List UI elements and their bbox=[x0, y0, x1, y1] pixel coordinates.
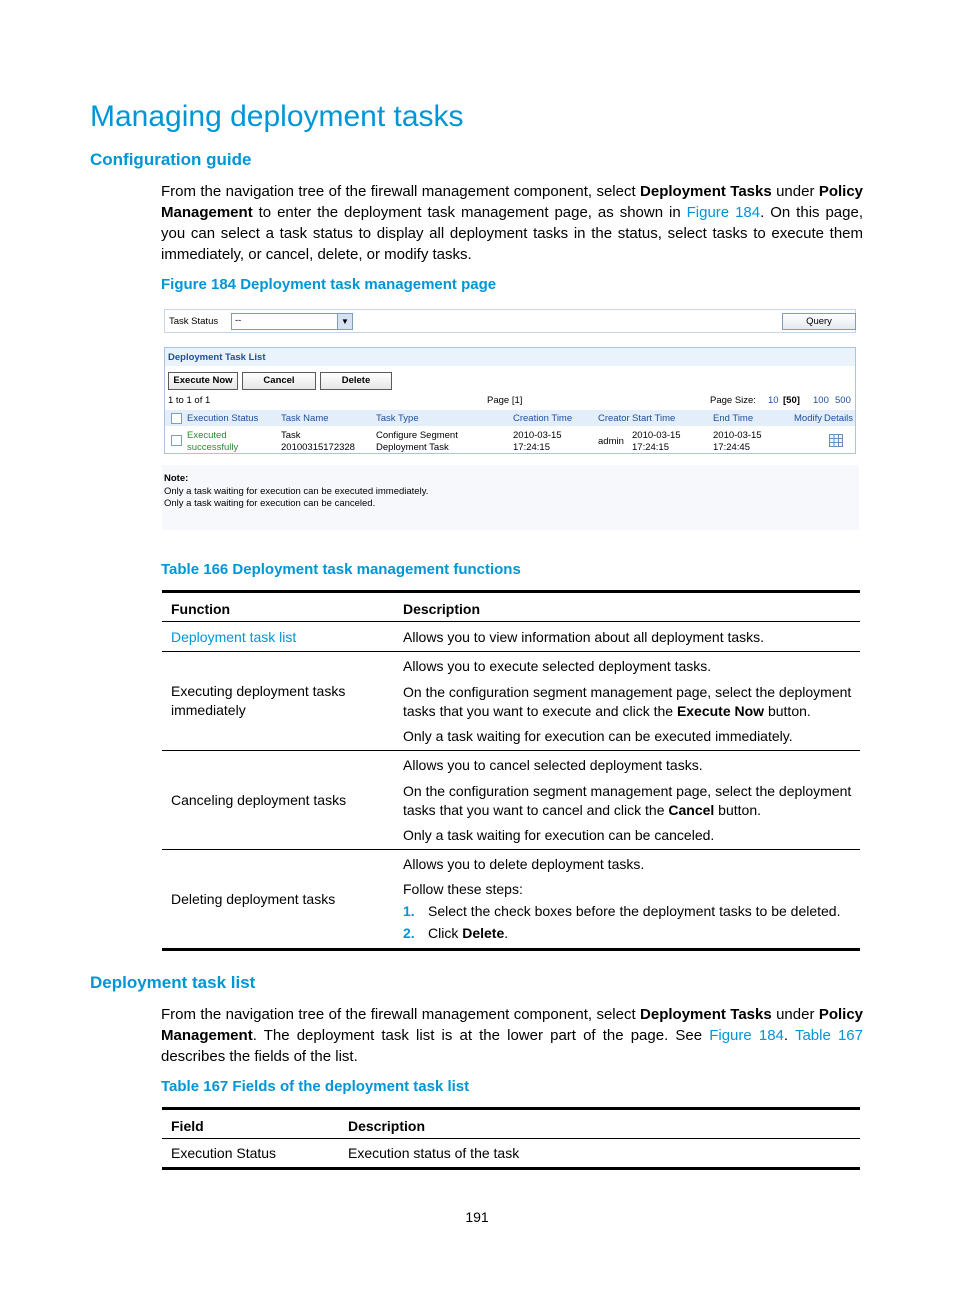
creator-value: admin bbox=[598, 436, 624, 447]
task-status-select[interactable]: -- ▼ bbox=[231, 313, 353, 330]
deployment-task-figure bbox=[162, 305, 859, 530]
col-creator[interactable]: Creator bbox=[598, 413, 630, 424]
deployment-task-list-link[interactable]: Deployment task list bbox=[171, 628, 297, 645]
page-size-10[interactable]: 10 bbox=[768, 395, 779, 406]
col-details: Details bbox=[824, 413, 854, 424]
task-name-line-1: Task bbox=[281, 430, 301, 441]
page-size-100[interactable]: 100 bbox=[813, 395, 829, 406]
col-start-time[interactable]: Start Time bbox=[632, 413, 676, 424]
col-end-time[interactable]: End Time bbox=[713, 413, 754, 424]
section-heading-deployment-task-list: Deployment task list bbox=[90, 973, 256, 992]
table-cell: Allows you to cancel selected deployment tasks. On the configuration segment management page, select the deployment tasks that you want to cancel and click the Cancel button. Only a task waiting for execution can be canceled. bbox=[394, 751, 860, 850]
grid-header bbox=[165, 410, 855, 426]
deployment-task-list-panel bbox=[164, 347, 856, 454]
page-title: Managing deployment tasks bbox=[90, 100, 464, 133]
cancel-button[interactable]: Cancel bbox=[242, 372, 316, 390]
panel-header: Deployment Task List bbox=[165, 348, 855, 366]
col-task-name[interactable]: Task Name bbox=[281, 413, 329, 424]
execute-now-button[interactable]: Execute Now bbox=[168, 372, 238, 390]
table-cell: Execution status of the task bbox=[339, 1139, 860, 1169]
end-date: 2010-03-15 bbox=[713, 430, 762, 441]
section-heading-configuration-guide: Configuration guide bbox=[90, 150, 252, 169]
col-modify: Modify bbox=[794, 413, 822, 424]
col-execution-status[interactable]: Execution Status bbox=[187, 413, 259, 424]
figure-note bbox=[162, 465, 859, 530]
table-167-header-description: Description bbox=[339, 1109, 860, 1139]
query-button[interactable]: Query bbox=[782, 313, 856, 330]
page-size-50[interactable]: [50] bbox=[783, 395, 800, 406]
figure-caption: Figure 184 Deployment task management page bbox=[161, 276, 497, 293]
creation-time: 17:24:15 bbox=[513, 442, 550, 453]
note-line-1: Only a task waiting for execution can be executed immediately. bbox=[164, 486, 429, 497]
table-166-caption: Table 166 Deployment task management functions bbox=[161, 561, 521, 578]
task-type-line-1: Configure Segment bbox=[376, 430, 458, 441]
figure-184-link[interactable]: Figure 184 bbox=[709, 1027, 784, 1044]
task-name-line-2: 20100315172328 bbox=[281, 442, 355, 453]
status-line-1: Executed bbox=[187, 430, 227, 441]
table-row bbox=[162, 850, 860, 950]
task-type-line-2: Deployment Task bbox=[376, 442, 449, 453]
row-checkbox[interactable] bbox=[171, 435, 182, 446]
record-range: 1 to 1 of 1 bbox=[168, 395, 211, 406]
table-cell: Allows you to delete deployment tasks. Follow these steps: 1. Select the check boxes before the deployment tasks to be deleted. 2. Click Delete. bbox=[394, 850, 860, 950]
config-guide-paragraph: From the navigation tree of the firewall management component, select Deployment Tasks under Policy Management to enter the deployment task management page, as shown in Figure 184. On this page, you can select a task status to display all deployment tasks in the status, select tasks to execute them immediately, or cancel, delete, or modify tasks. bbox=[161, 183, 864, 263]
creation-date: 2010-03-15 bbox=[513, 430, 562, 441]
select-all-checkbox[interactable] bbox=[171, 413, 182, 424]
table-167-header-field: Field bbox=[162, 1109, 339, 1139]
table-167-caption: Table 167 Fields of the deployment task list bbox=[161, 1078, 470, 1095]
table-cell: Allows you to execute selected deployment tasks. On the configuration segment management page, select the deployment tasks that you want to execute and click the Execute Now button. Only a task waiting for execution can be executed immediately. bbox=[394, 652, 860, 751]
page-number: 191 bbox=[465, 1209, 489, 1225]
table-167-link[interactable]: Table 167 bbox=[794, 1027, 863, 1044]
page-size-label: Page Size: bbox=[710, 395, 756, 406]
table-row bbox=[162, 751, 860, 850]
end-time: 17:24:45 bbox=[713, 442, 750, 453]
col-creation-time[interactable]: Creation Time bbox=[513, 413, 573, 424]
table-row bbox=[162, 622, 860, 652]
table-cell: Canceling deployment tasks bbox=[162, 751, 394, 850]
table-row bbox=[162, 652, 860, 751]
table-cell: Executing deployment tasks immediately bbox=[162, 652, 394, 751]
table-166-header-description: Description bbox=[394, 592, 860, 622]
note-title: Note: bbox=[164, 473, 189, 484]
status-line-2: successfully bbox=[187, 442, 239, 453]
table-166-header-function: Function bbox=[162, 592, 394, 622]
chevron-down-icon: ▼ bbox=[337, 314, 352, 329]
delete-button[interactable]: Delete bbox=[320, 372, 392, 390]
start-date: 2010-03-15 bbox=[632, 430, 681, 441]
table-cell: Deleting deployment tasks bbox=[162, 850, 394, 950]
page-size-500[interactable]: 500 bbox=[835, 395, 851, 406]
page-indicator: Page [1] bbox=[487, 395, 523, 406]
note-line-2: Only a task waiting for execution can be canceled. bbox=[164, 498, 376, 509]
task-list-paragraph: From the navigation tree of the firewall management component, select Deployment Tasks under Policy Management. The deployment task list is at the lower part of the page. See Figure 184. Table 167 describes the fields of the list. bbox=[161, 1006, 864, 1065]
table-cell: Allows you to view information about all deployment tasks. bbox=[394, 622, 860, 652]
task-status-label: Task Status bbox=[169, 316, 219, 327]
table-166 bbox=[162, 590, 860, 951]
table-cell: Execution Status bbox=[162, 1139, 339, 1169]
table-row bbox=[162, 1139, 860, 1169]
query-toolbar bbox=[164, 309, 856, 333]
table-167 bbox=[162, 1107, 860, 1170]
col-task-type[interactable]: Task Type bbox=[376, 413, 419, 424]
details-icon[interactable] bbox=[829, 434, 843, 447]
figure-184-link[interactable]: Figure 184 bbox=[686, 204, 761, 221]
start-time: 17:24:15 bbox=[632, 442, 669, 453]
